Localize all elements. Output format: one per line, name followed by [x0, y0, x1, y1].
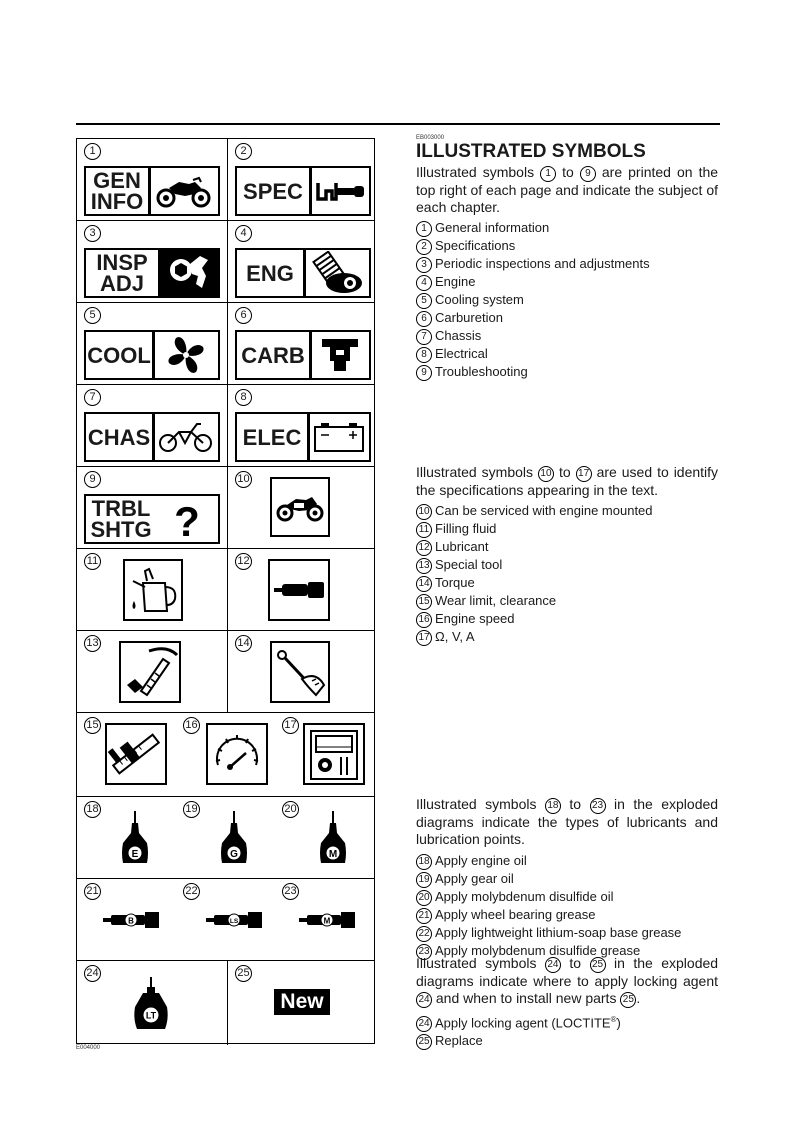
list-item: [416, 924, 681, 942]
symbol-cell-13: [77, 631, 228, 712]
registered-mark: ®: [610, 1015, 617, 1024]
item-label: Apply lightweight lithium-soap base grease: [435, 925, 682, 940]
item-number: 8: [416, 347, 432, 363]
lubricant-symbol-list: [416, 852, 681, 960]
multimeter-icon: [303, 723, 365, 785]
chapter-symbol-list: [416, 219, 650, 381]
symbol-row-9: [77, 797, 374, 879]
item-label: Apply wheel bearing grease: [435, 907, 596, 922]
item-label: Wear limit, clearance: [435, 593, 557, 608]
item-label: Chassis: [435, 328, 482, 343]
symbol-cell-15: [77, 713, 176, 796]
item-number: 19: [416, 872, 432, 888]
symbol-number: 12: [235, 553, 252, 570]
torque-wrench-icon: [270, 641, 330, 703]
symbol-number: 19: [183, 801, 200, 818]
item-label: General information: [435, 220, 550, 235]
spec-badge: [235, 166, 371, 216]
list-item: [416, 592, 653, 610]
symbol-number: 10: [235, 471, 252, 488]
symbol-cell-20: [275, 797, 374, 878]
elec-badge: [235, 412, 371, 462]
svg-text:B: B: [128, 916, 134, 926]
svg-text:E: E: [131, 849, 139, 860]
item-label: Apply engine oil: [435, 853, 527, 868]
item-number: 21: [416, 908, 432, 924]
list-item: [416, 870, 681, 888]
new-part-icon: New: [274, 989, 330, 1015]
symbol-cell-23: [275, 879, 374, 960]
oil-bottle-icon: [216, 809, 252, 869]
symbol-row-10: [77, 879, 374, 961]
item-number: 23: [416, 944, 432, 960]
item-number: 5: [416, 293, 432, 309]
battery-icon: [310, 414, 370, 460]
symbol-row-8: [77, 713, 374, 797]
intro-paragraph-3: Illustrated symbols 18 to 23 in the exploded diagrams indicate the types of lubricants and lubrication points.: [416, 796, 719, 847]
grease-gun-icon: [268, 559, 330, 621]
symbol-cell-16: [176, 713, 275, 796]
item-label: Engine: [435, 274, 476, 289]
item-label: Filling fluid: [435, 521, 497, 536]
list-item: [416, 502, 653, 520]
symbol-number: 6: [235, 307, 252, 324]
engine-icon: [306, 250, 370, 296]
item-label: Ω, V, A: [435, 629, 475, 644]
list-item: [416, 1032, 621, 1050]
symbol-cell-11: [77, 549, 228, 630]
symbol-number: 21: [84, 883, 101, 900]
item-tail: ): [616, 1015, 621, 1031]
caliper-icon: [312, 168, 370, 214]
list-item: [416, 219, 650, 237]
svg-text:M: M: [328, 849, 338, 860]
symbol-row-4: [77, 385, 374, 467]
symbol-cell-22: [176, 879, 275, 960]
symbol-cell-25: [228, 961, 374, 1045]
item-number: 11: [416, 522, 432, 538]
item-number: 20: [416, 890, 432, 906]
symbol-cell-7: [77, 385, 228, 466]
intro-paragraph-2: Illustrated symbols 10 to 17 are used to identify the specifications appearing in the text.: [416, 464, 719, 498]
item-number: 16: [416, 612, 432, 628]
insp-adj-badge: [84, 248, 220, 298]
symbol-row-3: [77, 303, 374, 385]
list-item: [416, 610, 653, 628]
list-item: [416, 309, 650, 327]
symbol-cell-1: [77, 139, 228, 220]
symbol-cell-6: [228, 303, 374, 384]
badge-line-1: SPEC: [243, 178, 303, 204]
symbol-row-5: [77, 467, 374, 549]
item-number: 10: [416, 504, 432, 520]
item-number: 7: [416, 329, 432, 345]
motorcycle-icon: [270, 477, 330, 537]
badge-line-1: GEN: [93, 168, 141, 193]
item-number: 18: [416, 854, 432, 870]
list-item: [416, 906, 681, 924]
symbol-number: 18: [84, 801, 101, 818]
item-label: Specifications: [435, 238, 516, 253]
symbol-number: 7: [84, 389, 101, 406]
badge-line-2: ADJ: [99, 271, 144, 296]
oil-bottle-icon: [117, 809, 153, 869]
item-label: Electrical: [435, 346, 488, 361]
svg-text:?: ?: [174, 498, 200, 540]
wrench-icon: [158, 250, 218, 296]
list-item: [416, 291, 650, 309]
symbol-row-1: [77, 139, 374, 221]
motorcycle-icon: [151, 168, 219, 214]
list-item: [416, 574, 653, 592]
symbol-cell-12: [228, 549, 374, 630]
symbol-grid: [76, 138, 375, 1044]
fan-icon: [155, 332, 219, 378]
section-code: EB003000: [416, 135, 445, 141]
dirt-bike-icon: [155, 414, 219, 460]
list-item: [416, 327, 650, 345]
badge-line-1: COOL: [87, 342, 151, 368]
item-number: 6: [416, 311, 432, 327]
item-label: Apply molybdenum disulfide oil: [435, 889, 614, 904]
carb-badge: [235, 330, 371, 380]
item-label: Periodic inspections and adjustments: [435, 256, 650, 271]
item-label: Lubricant: [435, 539, 489, 554]
symbol-cell-3: [77, 221, 228, 302]
list-item: [416, 628, 653, 646]
item-label: Engine speed: [435, 611, 515, 626]
item-number: 14: [416, 576, 432, 592]
symbol-cell-8: [228, 385, 374, 466]
grease-tube-icon: [206, 909, 268, 931]
symbol-cell-19: [176, 797, 275, 878]
symbol-cell-18: [77, 797, 176, 878]
list-item: [416, 1011, 621, 1032]
symbol-number: 24: [84, 965, 101, 982]
list-item: [416, 538, 653, 556]
symbol-number: 9: [84, 471, 101, 488]
symbol-row-6: [77, 549, 374, 631]
item-number: 15: [416, 594, 432, 610]
list-item: [416, 273, 650, 291]
symbol-number: 11: [84, 553, 101, 570]
footer-code: E004000: [76, 1045, 101, 1051]
item-number: 17: [416, 630, 432, 646]
gen-info-badge: [84, 166, 220, 216]
item-label: Apply molybdenum disulfide grease: [435, 943, 641, 958]
item-number: 12: [416, 540, 432, 556]
special-tool-icon: [119, 641, 181, 703]
symbol-number: 14: [235, 635, 252, 652]
symbol-number: 20: [282, 801, 299, 818]
symbol-cell-24: [77, 961, 228, 1045]
item-label: Apply gear oil: [435, 871, 514, 886]
locking-symbol-list: [416, 1011, 621, 1050]
symbol-cell-10: [228, 467, 374, 548]
symbol-number: 25: [235, 965, 252, 982]
badge-line-1: ENG: [246, 260, 294, 286]
symbol-cell-17: [275, 713, 374, 796]
item-label: Apply locking agent (LOCTITE: [435, 1015, 611, 1031]
svg-text:M: M: [323, 916, 331, 926]
symbol-number: 17: [282, 717, 299, 734]
badge-line-2: INFO: [90, 189, 144, 214]
list-item: [416, 852, 681, 870]
item-number: 22: [416, 926, 432, 942]
symbol-number: 1: [84, 143, 101, 160]
item-number: 4: [416, 275, 432, 291]
intro-paragraph-4: Illustrated symbols 24 to 25 in the exploded diagrams indicate where to apply locking agent 24 and when to install new parts 25 .: [416, 955, 719, 1006]
item-label: Can be serviced with engine mounted: [435, 503, 653, 518]
specification-symbol-list: [416, 502, 653, 646]
list-item: [416, 520, 653, 538]
symbol-number: 22: [183, 883, 200, 900]
item-number: 9: [416, 365, 432, 381]
cool-badge: [84, 330, 220, 380]
badge-line-2: SHTG: [90, 517, 152, 542]
svg-text:LS: LS: [229, 918, 239, 925]
carburetor-icon: [312, 332, 370, 378]
symbol-number: 8: [235, 389, 252, 406]
badge-line-1: INSP: [96, 250, 148, 275]
trbl-shtg-badge: [84, 494, 220, 544]
symbol-number: 23: [282, 883, 299, 900]
chas-badge: [84, 412, 220, 462]
list-item: [416, 255, 650, 273]
oil-bottle-icon: [315, 809, 351, 869]
list-item: [416, 237, 650, 255]
page-title: ILLUSTRATED SYMBOLS: [416, 141, 646, 162]
tachometer-icon: [206, 723, 268, 785]
symbol-number: 16: [183, 717, 200, 734]
item-number: 25: [416, 1034, 432, 1050]
symbol-number: 15: [84, 717, 101, 734]
item-number: 3: [416, 257, 432, 273]
item-number: 24: [416, 1016, 432, 1032]
list-item: [416, 345, 650, 363]
symbol-cell-21: [77, 879, 176, 960]
item-label: Torque: [435, 575, 475, 590]
svg-text:LT: LT: [145, 1010, 157, 1021]
intro-paragraph-1: Illustrated symbols 1 to 9 are printed on the top right of each page and indicate the subject of each chapter.: [416, 164, 719, 215]
symbol-number: 4: [235, 225, 252, 242]
badge-line-1: TRBL: [91, 496, 151, 521]
badge-line-1: CARB: [241, 342, 305, 368]
symbol-number: 5: [84, 307, 101, 324]
symbol-cell-2: [228, 139, 374, 220]
symbol-cell-14: [228, 631, 374, 712]
item-number: 13: [416, 558, 432, 574]
item-number: 1: [416, 221, 432, 237]
symbol-row-2: [77, 221, 374, 303]
symbol-number: 3: [84, 225, 101, 242]
badge-line-1: CHAS: [87, 424, 151, 450]
grease-tube-icon: [299, 909, 361, 931]
svg-text:G: G: [230, 849, 238, 860]
item-label: Replace: [435, 1033, 483, 1049]
badge-line-1: ELEC: [242, 424, 302, 450]
question-icon: [156, 496, 218, 542]
symbol-cell-4: [228, 221, 374, 302]
grease-tube-icon: [103, 909, 165, 931]
item-label: Carburetion: [435, 310, 503, 325]
item-label: Special tool: [435, 557, 503, 572]
list-item: [416, 556, 653, 574]
eng-badge: [235, 248, 371, 298]
vernier-caliper-icon: [105, 723, 167, 785]
list-item: [416, 888, 681, 906]
item-number: 2: [416, 239, 432, 255]
locking-agent-icon: [129, 977, 173, 1033]
symbol-row-11: [77, 961, 374, 1045]
symbol-cell-9: [77, 467, 228, 548]
item-label: Cooling system: [435, 292, 524, 307]
oil-can-icon: [123, 559, 183, 621]
list-item: [416, 363, 650, 381]
top-rule: [76, 123, 720, 125]
symbol-number: 13: [84, 635, 101, 652]
symbol-cell-5: [77, 303, 228, 384]
item-label: Troubleshooting: [435, 364, 528, 379]
symbol-row-7: [77, 631, 374, 713]
symbol-number: 2: [235, 143, 252, 160]
